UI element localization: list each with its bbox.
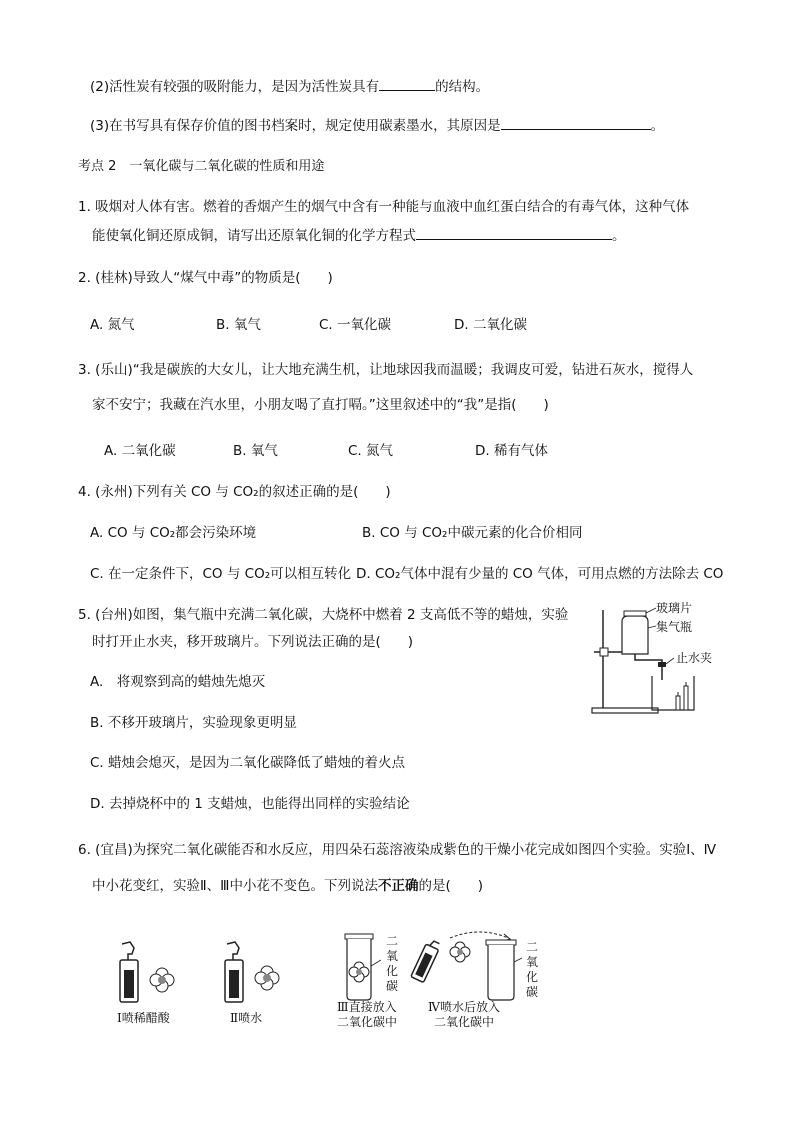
short-candle bbox=[676, 696, 680, 710]
question-6-line2 bbox=[92, 876, 483, 896]
q6-experiment-figure bbox=[110, 930, 550, 1010]
water-clamp bbox=[658, 662, 666, 667]
gas-jar-icon bbox=[486, 940, 522, 1000]
option-a[interactable]: A. 将观察到高的蜡烛先熄灭 bbox=[90, 674, 266, 690]
question-5-line1: 5. (台州)如图，集气瓶中充满二氧化碳，大烧杯中燃着 2 支高低不等的蜡烛，实验 bbox=[78, 607, 569, 623]
arrow-curve bbox=[450, 932, 508, 938]
label-gas-jar: 集气瓶 bbox=[656, 620, 693, 634]
answer-blank[interactable] bbox=[416, 225, 612, 240]
q3-end: 。 bbox=[650, 118, 665, 134]
label-co2-jar-4: 二氧化碳 bbox=[525, 940, 538, 999]
spray-bottle-icon bbox=[225, 942, 243, 1002]
option-a[interactable]: A. 氮气 bbox=[90, 317, 135, 333]
question-3-line bbox=[90, 115, 664, 136]
caption-experiment-3-line2: 二氧化碳中 bbox=[337, 1015, 398, 1029]
leader-line bbox=[648, 626, 656, 628]
label-co2-jar-3: 二氧化碳 bbox=[385, 934, 398, 993]
glass-plate bbox=[624, 611, 646, 616]
q6-text-end: 的是( ) bbox=[418, 878, 483, 894]
question-2-line bbox=[90, 76, 489, 97]
option-d[interactable]: D. 二氧化碳 bbox=[454, 317, 527, 333]
question-1-line2 bbox=[92, 225, 626, 246]
option-c[interactable]: C. 一氧化碳 bbox=[319, 317, 392, 333]
caption-experiment-4-line1: Ⅳ喷水后放入 bbox=[428, 1000, 500, 1014]
option-b[interactable]: B. 氧气 bbox=[233, 443, 278, 459]
q6-emphasis: 不正确 bbox=[377, 878, 419, 894]
option-c[interactable]: C. 在一定条件下，CO 与 CO₂可以相互转化 bbox=[90, 566, 352, 582]
option-c[interactable]: C. 氮气 bbox=[348, 443, 394, 459]
q1-end: 。 bbox=[612, 228, 626, 244]
question-3-line1: 3. (乐山)“我是碳族的大女儿，让大地充满生机，让地球因我而温暖；我调皮可爱，钻进石灰水，搅得人 bbox=[78, 362, 694, 378]
option-d[interactable]: D. 去掉烧杯中的 1 支蜡烛，也能得出同样的实验结论 bbox=[90, 796, 410, 812]
caption-experiment-2: Ⅱ喷水 bbox=[230, 1011, 263, 1025]
label-water-clamp: 止水夹 bbox=[676, 651, 713, 665]
q3-text: (3)在书写具有保存价值的图书档案时，规定使用碳素墨水，其原因是 bbox=[90, 118, 501, 134]
q2-end: 的结构。 bbox=[435, 79, 490, 95]
tall-candle bbox=[684, 686, 688, 710]
option-b[interactable]: B. 不移开玻璃片，实验现象更明显 bbox=[90, 715, 297, 731]
question-5-line2: 时打开止水夹，移开玻璃片。下列说法正确的是( ) bbox=[92, 634, 414, 650]
option-b[interactable]: B. CO 与 CO₂中碳元素的化合价相同 bbox=[362, 525, 583, 541]
leader-line bbox=[646, 608, 656, 613]
section-heading: 考点 2 一氧化碳与二氧化碳的性质和用途 bbox=[78, 159, 325, 174]
gas-jar-icon bbox=[345, 934, 381, 1000]
option-a[interactable]: A. CO 与 CO₂都会污染环境 bbox=[90, 525, 257, 541]
label-glass-plate: 玻璃片 bbox=[656, 601, 693, 615]
question-2-stem: 2. (桂林)导致人“煤气中毒”的物质是( ) bbox=[78, 270, 333, 286]
spray-bottle-icon bbox=[120, 942, 138, 1002]
question-6-line1: 6. (宜昌)为探究二氧化碳能否和水反应，用四朵石蕊溶液染成紫色的干燥小花完成如图四个实验。实验Ⅰ、Ⅳ bbox=[78, 842, 717, 858]
flower-icon bbox=[450, 942, 470, 962]
gas-jar bbox=[622, 616, 648, 654]
flower-icon bbox=[150, 968, 174, 992]
option-b[interactable]: B. 氧气 bbox=[216, 317, 261, 333]
option-a[interactable]: A. 二氧化碳 bbox=[104, 443, 176, 459]
q1-text: 能使氧化铜还原成铜，请写出还原氧化铜的化学方程式 bbox=[92, 228, 416, 244]
spray-bottle-icon bbox=[411, 939, 441, 983]
question-1-line1: 1. 吸烟对人体有害。燃着的香烟产生的烟气中含有一种能与血液中血红蛋白结合的有毒气体，这种气体 bbox=[78, 199, 690, 215]
caption-experiment-3-line1: Ⅲ直接放入 bbox=[337, 1000, 397, 1014]
q2-text: (2)活性炭有较强的吸附能力，是因为活性炭具有 bbox=[90, 79, 380, 95]
caption-experiment-1: Ⅰ喷稀醋酸 bbox=[117, 1011, 170, 1025]
q6-text: 中小花变红，实验Ⅱ、Ⅲ中小花不变色。下列说法 bbox=[92, 878, 378, 894]
option-d[interactable]: D. CO₂气体中混有少量的 CO 气体，可用点燃的方法除去 CO bbox=[356, 566, 724, 582]
caption-experiment-4-line2: 二氧化碳中 bbox=[434, 1015, 495, 1029]
flower-icon bbox=[255, 966, 279, 990]
stand-base bbox=[592, 708, 658, 713]
question-4-stem: 4. (永州)下列有关 CO 与 CO₂的叙述正确的是( ) bbox=[78, 484, 391, 500]
delivery-tube bbox=[635, 654, 662, 680]
answer-blank[interactable] bbox=[379, 76, 435, 91]
leader-line bbox=[666, 658, 674, 664]
answer-blank[interactable] bbox=[501, 115, 651, 130]
question-3-line2: 家不安宁；我藏在汽水里，小朋友喝了直打嗝。”这里叙述中的“我”是指( ) bbox=[92, 397, 549, 413]
option-d[interactable]: D. 稀有气体 bbox=[475, 443, 548, 459]
option-c[interactable]: C. 蜡烛会熄灭，是因为二氧化碳降低了蜡烛的着火点 bbox=[90, 755, 406, 771]
clamp bbox=[600, 648, 608, 656]
